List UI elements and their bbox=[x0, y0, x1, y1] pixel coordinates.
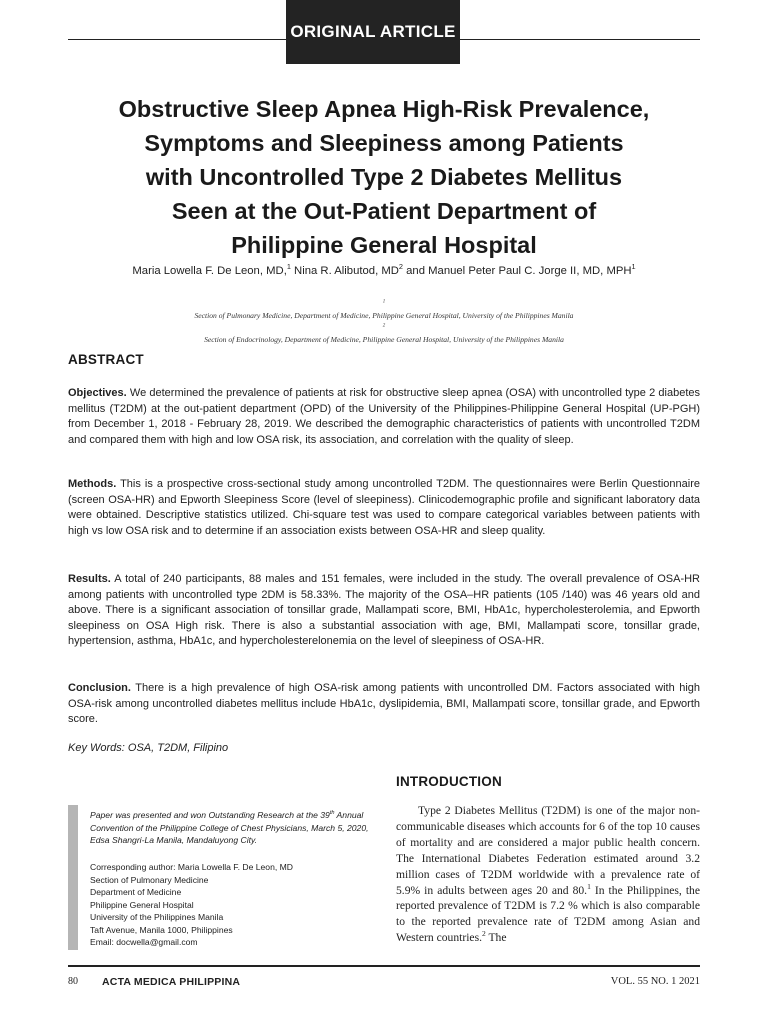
methods-text: This is a prospective cross-sectional study among uncontrolled T2DM. The questionnaires were Berlin Questionnaire (screen OSA-HR) and Epworth Sleepiness Score (level of sleepiness). Clinicodemographic profile and significant laboratory data were obtained. Descriptive statistics utilized. Chi-square test was used to compare categorical variables between patients with high vs low OSA risk and to determine if an association exists between OSA-HR and sleep quality. bbox=[68, 478, 700, 537]
title-line: with Uncontrolled Type 2 Diabetes Mellitus bbox=[145, 164, 623, 190]
corresponding-author bbox=[90, 861, 370, 949]
footer-rule bbox=[68, 965, 700, 967]
presentation-note bbox=[90, 809, 370, 847]
contact-line: Corresponding author: Maria Lowella F. De Leon, MD bbox=[90, 862, 294, 872]
objectives-text: We determined the prevalence of patients at risk for obstructive sleep apnea (OSA) with uncontrolled type 2 diabetes mellitus (T2DM) at the out-patient department (OPD) of the University of the Philippines-Philippine General Hospital (UP-PGH) from December 1, 2018 - February 28, 2019. We described the demographic characteristics of patients with uncontrolled T2DM and compared them with high and low OSA risk, its association, and correlation with the quality of sleep. bbox=[68, 387, 700, 446]
note-side-bar bbox=[68, 805, 78, 950]
introduction-paragraph bbox=[396, 803, 700, 946]
journal-name: ACTA MEDICA PHILIPPINA bbox=[102, 976, 241, 988]
author-2: Nina R. Alibutod, MD bbox=[290, 265, 399, 277]
contact-line: Section of Pulmonary Medicine bbox=[90, 874, 209, 885]
abstract-objectives bbox=[68, 386, 700, 448]
abstract-conclusion bbox=[68, 681, 700, 728]
author-1: Maria Lowella F. De Leon, MD, bbox=[132, 265, 287, 277]
author-list bbox=[68, 262, 700, 277]
affiliation-1 bbox=[68, 298, 700, 322]
author-3: and Manuel Peter Paul C. Jorge II, MD, MPH bbox=[403, 265, 632, 277]
intro-text-1: Type 2 Diabetes Mellitus (T2DM) is one of the major non-communicable diseases which accounts for 6 of the top 10 causes of mortality and are considered a major public health concern. The International Diabetes Federation estimated around 3.2 million cases of T2DM worldwide with a prevalence rate of 5.9% in adults between ages 20 and 80. bbox=[396, 804, 700, 897]
conclusion-text: There is a high prevalence of high OSA-risk among patients with uncontrolled DM. Factors associated with high OSA-risk among uncontrolled diabetes mellitus include HbA1c, dyslipidemia, BMI, Mallampati score, tonsillar grade, and Epworth score. bbox=[68, 682, 700, 725]
results-label: Results. bbox=[68, 573, 111, 585]
conclusion-label: Conclusion. bbox=[68, 682, 131, 694]
volume-issue: VOL. 55 NO. 1 2021 bbox=[610, 976, 700, 987]
header-rule-right bbox=[460, 39, 700, 40]
methods-label: Methods. bbox=[68, 478, 117, 490]
affiliation-2-marker: 2 bbox=[382, 323, 386, 329]
abstract-heading: ABSTRACT bbox=[68, 352, 144, 367]
presentation-note-text: Paper was presented and won Outstanding Research at the 39 bbox=[90, 810, 330, 820]
affiliation-2-text: Section of Endocrinology, Department of Medicine, Philippine General Hospital, University of the Philippines Manila bbox=[204, 335, 564, 344]
intro-citation-1: 1 bbox=[587, 881, 591, 891]
article-title bbox=[70, 92, 698, 262]
author-3-affiliation: 1 bbox=[631, 262, 636, 272]
author-2-affiliation: 2 bbox=[398, 262, 403, 272]
objectives-label: Objectives. bbox=[68, 387, 127, 399]
keywords: Key Words: OSA, T2DM, Filipino bbox=[68, 742, 229, 754]
presentation-note-rest: Annual Convention of the Philippine College of Chest Physicians, March 5, 2020, Edsa Shangri-La Manila, Mandaluyong City. bbox=[90, 810, 369, 845]
results-text: A total of 240 participants, 88 males and 151 females, were included in the study. The overall prevalence of OSA-HR among patients with uncontrolled type 2DM is 58.33%. The majority of the OSA–HR patients (105 /140) was 46 years old and above. There is a significant association of tonsillar grade, Mallampati score, BMI, HbA1c, hypercholesterolemia, and Epworth sleepiness on OSA High risk. There is also a substantial association with age, BMI, Mallampati score, tonsillar grade, hypertension, asthma, HbA1c, and hypercholesterelonemia on the level of sleepiness of OSA-HR. bbox=[68, 573, 700, 647]
intro-text-2: In the Philippines, the reported prevalence of T2DM is 7.2 % which is also comparable to the reported prevalence rate of T2DM among Asian and Western countries. bbox=[396, 883, 700, 945]
contact-email: Email: docwella@gmail.com bbox=[90, 937, 198, 947]
contact-line: University of the Philippines Manila bbox=[90, 912, 224, 922]
abstract-methods bbox=[68, 477, 700, 539]
affiliation-1-marker: 1 bbox=[382, 299, 386, 305]
title-line: Philippine General Hospital bbox=[231, 232, 537, 258]
title-line: Obstructive Sleep Apnea High-Risk Prevalence, bbox=[118, 96, 650, 122]
affiliations bbox=[68, 298, 700, 346]
article-type-banner: ORIGINAL ARTICLE bbox=[286, 0, 460, 64]
affiliation-2 bbox=[68, 322, 700, 346]
contact-line: Taft Avenue, Manila 1000, Philippines bbox=[90, 924, 233, 935]
intro-citation-2: 2 bbox=[482, 929, 486, 939]
title-line: Seen at the Out-Patient Department of bbox=[171, 198, 597, 224]
intro-text-3: The bbox=[485, 931, 507, 945]
title-line: Symptoms and Sleepiness among Patients bbox=[144, 130, 624, 156]
introduction-heading: INTRODUCTION bbox=[396, 774, 502, 789]
contact-line: Philippine General Hospital bbox=[90, 899, 194, 910]
affiliation-1-text: Section of Pulmonary Medicine, Department of Medicine, Philippine General Hospital, University of the Philippines Manila bbox=[194, 311, 574, 320]
article-note-box bbox=[68, 805, 368, 950]
contact-line: Department of Medicine bbox=[90, 887, 182, 897]
author-1-affiliation: 1 bbox=[286, 262, 291, 272]
abstract-results bbox=[68, 572, 700, 650]
page-number: 80 bbox=[68, 976, 78, 987]
presentation-note-ordinal: th bbox=[329, 810, 335, 817]
header-rule-left bbox=[68, 39, 286, 40]
